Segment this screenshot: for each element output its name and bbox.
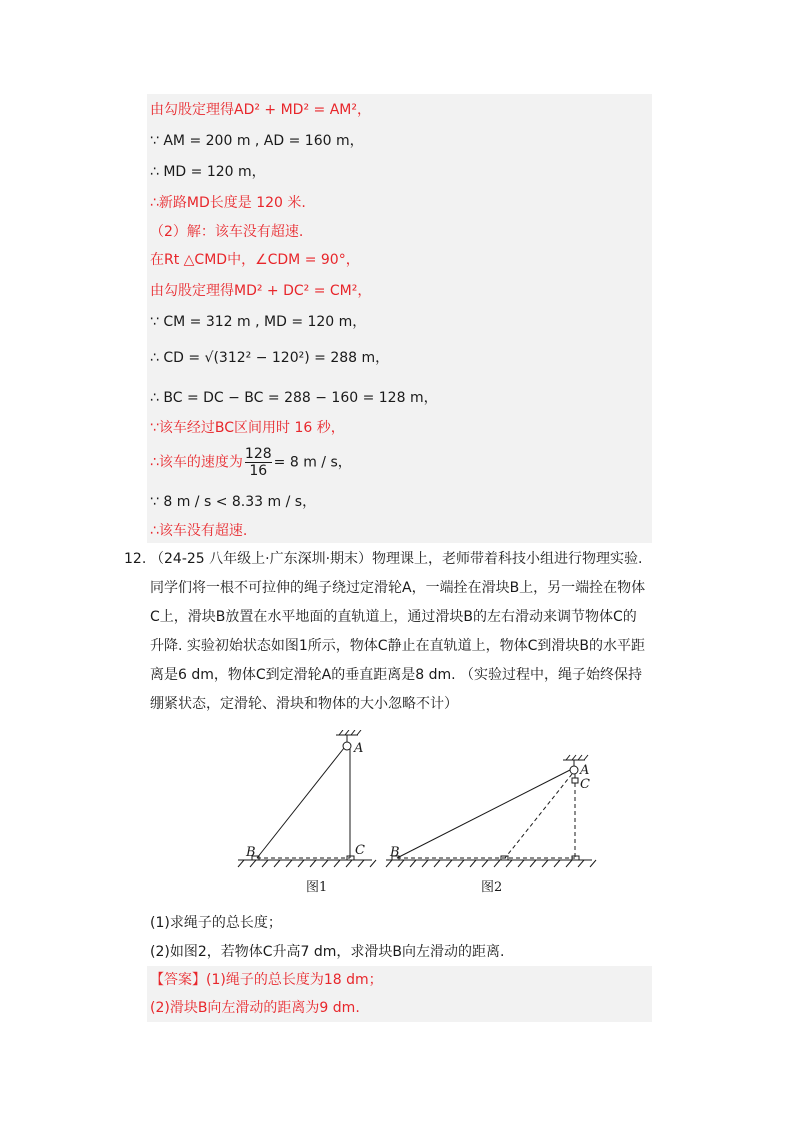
solution-line-5: （2）解：该车没有超速. <box>150 224 304 240</box>
solution-line-6: 在Rt △CMD中，∠CDM = 90°， <box>150 252 360 268</box>
solution-line-4: ∴新路MD长度是 120 米. <box>150 195 306 211</box>
fig1-label-c: C <box>355 843 365 858</box>
solution-line-2: ∵ AM = 200 m , AD = 160 m， <box>150 133 364 149</box>
question-number: 12. <box>124 551 147 567</box>
answer-line-2: (2)滑块B向左滑动的距离为9 dm. <box>150 1000 360 1016</box>
subquestion-2: (2)如图2，若物体C升高7 dm，求滑块B向左滑动的距离. <box>150 944 505 960</box>
solution-line-3: ∴ MD = 120 m， <box>150 164 266 180</box>
question-text: （24-25 八年级上·广东深圳·期末）物理课上，老师带着科技小组进行物理实验.同学们将一根不可拉伸的绳子绕过定滑轮A，一端拴在滑块B上，另一端拴在物体C上，滑块B放置在水平地面的直轨道上，通过滑块B的左右滑动来调节物体C的升降. 实验初始状态如图1所示，物体C静止在直轨道上，物体C到滑块B的水平距离是6 dm，物体C到定滑轮A的垂直距离是8 dm. （实验过程中，绳子始终保持绷紧状态，定滑轮、滑块和物体的大小忽略不计） <box>150 551 646 712</box>
figure-1-caption: 图1 <box>306 880 328 895</box>
speed-fraction <box>245 446 272 479</box>
fig2-label-b: B <box>390 845 400 860</box>
ground-hatch-2 <box>386 860 596 867</box>
answer-line-1: 【答案】(1)绳子的总长度为18 dm； <box>150 972 383 988</box>
fraction-denominator: 16 <box>249 463 268 479</box>
fig1-label-a: A <box>354 741 364 756</box>
fig2-label-c: C <box>580 777 590 792</box>
fig2-label-a: A <box>580 763 590 778</box>
figure-2 <box>386 755 596 867</box>
figure-2-caption: 图2 <box>481 880 503 895</box>
solution-line-9: ∴ CD = √(312² − 120²) = 288 m， <box>150 350 390 366</box>
subquestion-1: (1)求绳子的总长度； <box>150 915 282 931</box>
solution-line-14: ∴该车没有超速. <box>150 523 248 539</box>
speed-result: = 8 m / s， <box>273 454 352 471</box>
solution-line-12 <box>150 446 352 479</box>
ground-hatch-1 <box>238 860 376 867</box>
solution-line-13: ∵ 8 m / s < 8.33 m / s， <box>150 494 317 510</box>
solution-line-7: 由勾股定理得MD² + DC² = CM²， <box>150 283 372 299</box>
solution-line-10: ∴ BC = DC − BC = 288 − 160 = 128 m， <box>150 390 438 406</box>
physics-figures <box>0 730 800 890</box>
fig1-label-b: B <box>246 845 256 860</box>
solution-line-11: ∵该车经过BC区间用时 16 秒， <box>150 420 345 436</box>
speed-prefix: ∴该车的速度为 <box>150 454 243 471</box>
solution-line-8: ∵ CM = 312 m , MD = 120 m， <box>150 314 367 330</box>
solution-line-1: 由勾股定理得AD² + MD² = AM²， <box>150 102 371 118</box>
fraction-numerator: 128 <box>244 446 272 462</box>
